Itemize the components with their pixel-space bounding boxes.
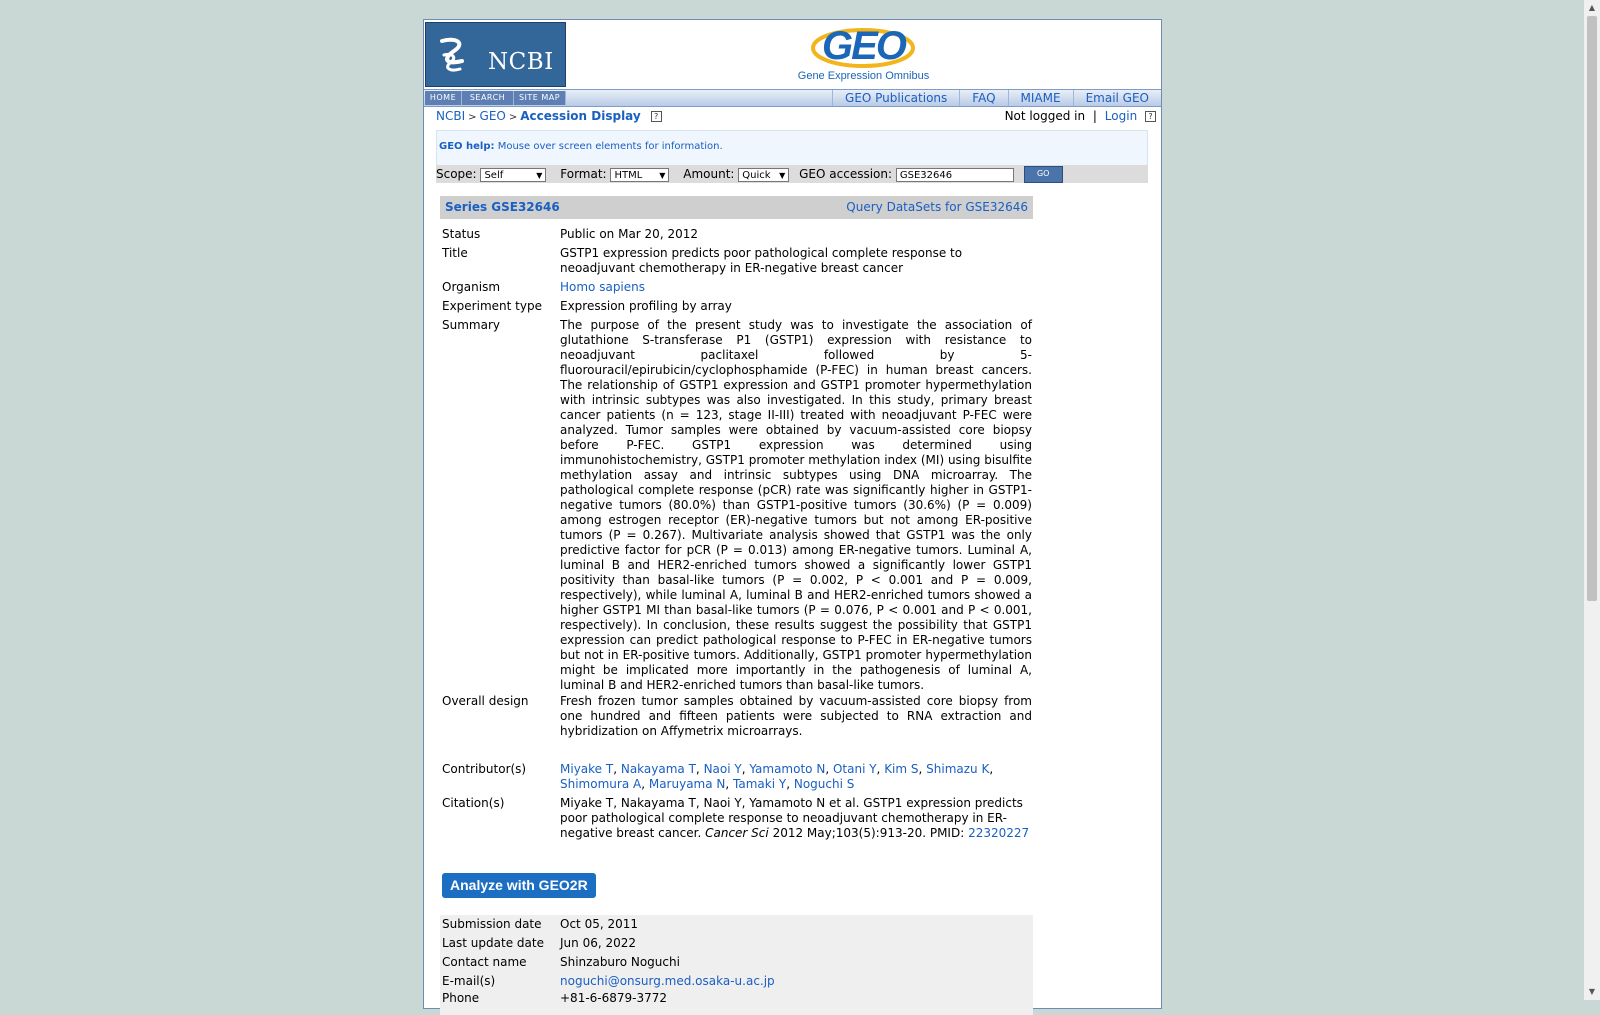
title-label: Title [442,246,468,260]
geo-logo-subtitle: Gene Expression Omnibus [797,70,930,82]
top-links [832,90,1161,106]
query-bar [436,165,1148,183]
breadcrumb-separator: > [468,112,477,123]
contributor-link[interactable]: Kim S [884,762,919,776]
last-update-value: Jun 06, 2022 [560,936,637,950]
email-link[interactable]: noguchi@onsurg.med.osaka-u.ac.jp [560,974,775,988]
contributor-link[interactable]: Tamaki Y [733,777,787,791]
status-row [442,227,1032,242]
scroll-down-arrow-icon[interactable]: ▼ [1588,987,1596,996]
contributors-row [442,762,1032,794]
format-label: Format: [560,167,607,181]
format-select[interactable]: HTML ▼ [610,168,669,182]
contact-name-label: Contact name [442,955,527,969]
ncbi-logo-text: NCBI [488,49,554,75]
scope-label: Scope: [436,167,477,181]
contributor-link[interactable]: Miyake T [560,762,614,776]
contributor-link[interactable]: Naoi Y [703,762,742,776]
last-update-row [442,936,1032,951]
summary-label: Summary [442,318,500,332]
amount-label: Amount: [683,167,735,181]
email-geo-link[interactable]: Email GEO [1073,90,1161,106]
scroll-up-arrow-icon[interactable]: ▲ [1588,3,1596,12]
login-area [1005,109,1156,123]
series-title: Series GSE32646 [445,200,560,214]
contributor-link[interactable]: Otani Y [832,762,877,776]
organism-link[interactable]: Homo sapiens [560,280,646,294]
experiment-type-row [442,299,1032,314]
geo-logo[interactable] [566,20,1161,89]
ncbi-helix-icon [436,35,472,77]
query-datasets-link[interactable]: Query DataSets for GSE32646 [846,200,1028,214]
breadcrumb-current: Accession Display [520,109,641,123]
title-row [442,246,1032,276]
login-link[interactable]: Login [1104,109,1138,123]
breadcrumb-ncbi[interactable]: NCBI [436,109,466,123]
geo-help-label: GEO help: [439,141,495,152]
nav-sitemap-button[interactable]: SITE MAP [514,91,566,105]
contributor-link[interactable]: Maruyama N [648,777,726,791]
go-button[interactable]: GO [1024,166,1063,183]
ncbi-logo[interactable] [425,22,566,87]
citation-row [442,796,1032,843]
email-label: E-mail(s) [442,974,496,988]
phone-label: Phone [442,991,480,1005]
login-status: Not logged in [1004,109,1086,123]
miame-link[interactable]: MIAME [1008,90,1073,106]
login-divider: | [1092,109,1097,123]
email-row [442,974,1032,989]
page-container [423,19,1162,1009]
geo-logo-text: GEO [822,24,905,68]
contributor-link[interactable]: Shimomura A [560,777,642,791]
pmid-link[interactable]: 22320227 [968,826,1030,840]
submission-date-row [442,917,1032,932]
contact-name-row [442,955,1032,970]
experiment-type-label: Experiment type [442,299,542,313]
phone-value: +81-6-6879-3772 [560,991,668,1005]
geo-publications-link[interactable]: GEO Publications [832,90,959,106]
contributor-link[interactable]: Nakayama T [620,762,696,776]
summary-row [442,318,1032,692]
geo-help-box [436,130,1148,166]
header [424,20,1161,89]
overall-design-value: Fresh frozen tumor samples obtained by vacuum-assisted core biopsy from one hundred and fifteen patients were subjected to RNA extraction and hybridization on Affymetrix microarrays. [560,694,1032,738]
help-icon[interactable]: ? [1145,111,1156,122]
accession-input[interactable]: GSE32646 [896,168,1014,182]
amount-select[interactable]: Quick ▼ [738,168,789,182]
contributor-link[interactable]: Yamamoto N [749,762,826,776]
submission-date-value: Oct 05, 2011 [560,917,638,931]
experiment-type-value: Expression profiling by array [560,299,732,313]
organism-row [442,280,1032,295]
breadcrumb-geo[interactable]: GEO [479,109,506,123]
analyze-geo2r-button[interactable]: Analyze with GEO2R [442,873,596,898]
title-value: GSTP1 expression predicts poor pathological complete response to neoadjuvant chemotherapy in ER-negative breast cancer [560,246,963,275]
scrollbar-thumb[interactable] [1587,16,1597,601]
overall-design-label: Overall design [442,694,529,708]
geo-help-text: Mouse over screen elements for information. [497,141,723,152]
contributor-link[interactable]: Noguchi S [793,777,855,791]
citation-journal: Cancer Sci [705,826,769,840]
nav-home-button[interactable]: HOME [425,91,462,105]
accession-label: GEO accession: [799,167,893,181]
nav-bar [424,89,1161,107]
overall-design-row [442,694,1032,744]
citation-label: Citation(s) [442,796,505,810]
page-scrollbar[interactable] [1584,0,1600,1000]
contact-name-value: Shinzaburo Noguchi [560,955,680,969]
series-header [440,196,1033,219]
status-value: Public on Mar 20, 2012 [560,227,698,241]
nav-search-button[interactable]: SEARCH [462,91,514,105]
breadcrumb-separator: > [508,112,518,123]
phone-row [442,991,1032,1006]
faq-link[interactable]: FAQ [959,90,1007,106]
citation-value [560,796,1032,841]
breadcrumb [436,109,662,123]
submission-date-label: Submission date [442,917,542,931]
organism-label: Organism [442,280,501,294]
citation-ref: 2012 May;103(5):913-20. PMID: [772,826,965,840]
help-icon[interactable]: ? [651,111,662,122]
contributor-link[interactable]: Shimazu K [926,762,990,776]
citation-text: Miyake T, Nakayama T, Naoi Y, Yamamoto N et al. GSTP1 expression predicts poor pathological complete response to neoadjuvant chemotherapy in ER-negative breast cancer. [560,796,1023,840]
last-update-label: Last update date [442,936,544,950]
status-label: Status [442,227,481,241]
contributors-label: Contributor(s) [442,762,527,776]
contributors-list: Miyake T, Nakayama T, Naoi Y, Yamamoto N, Otani Y, Kim S, Shimazu K, Shimomura A, Maruyama N, Tamaki Y, Noguchi S [560,762,994,791]
scope-select[interactable]: Self ▼ [480,168,546,182]
summary-value: The purpose of the present study was to investigate the association of glutathione S-transferase P1 (GSTP1) expression with resistance to neoadjuvant paclitaxel followed by 5-fluorouracil/epirubicin/cyclophosphamide (P-FEC) in human breast cancers. The relationship of GSTP1 expression and GSTP1 promoter hypermethylation with intrinsic subtypes was also investigated. In this study, primary breast cancer patients (n = 123, stage II-III) treated with neoadjuvant P-FEC were analyzed. Tumor samples were obtained by vacuum-assisted core biopsy before P-FEC. GSTP1 expression was determined using immunohistochemistry, GSTP1 promoter methylation index (MI) using bisulfite methylation assay and intrinsic subtypes using DNA microarray. The pathological complete response (pCR) rate was significantly higher in GSTP1-negative tumors (80.0%) than GSTP1-positive tumors (30.6%) (P = 0.009) among estrogen receptor (ER)-negative tumors but not among ER-positive tumors (P = 0.267). Multivariate analysis showed that GSTP1 was the only predictive factor for pCR (P = 0.013) among ER-negative tumors. Luminal A, luminal B and HER2-enriched tumors showed a significantly lower GSTP1 positivity than basal-like tumors (P = 0.002, P < 0.001 and P = 0.009, respectively), while luminal A, luminal B and HER2-enriched tumors showed a higher GSTP1 MI than basal-like tumors (P = 0.076, P < 0.001 and P < 0.001, respectively). In conclusion, these results suggest the possibility that GSTP1 expression can predict pathological response to P-FEC in ER-negative tumors but not in ER-positive tumors. Additionally, GSTP1 promoter hypermethylation might be implicated more importantly in the pathogenesis of luminal A, luminal B and HER2-enriched tumors than basal-like tumors. [560,318,1032,692]
